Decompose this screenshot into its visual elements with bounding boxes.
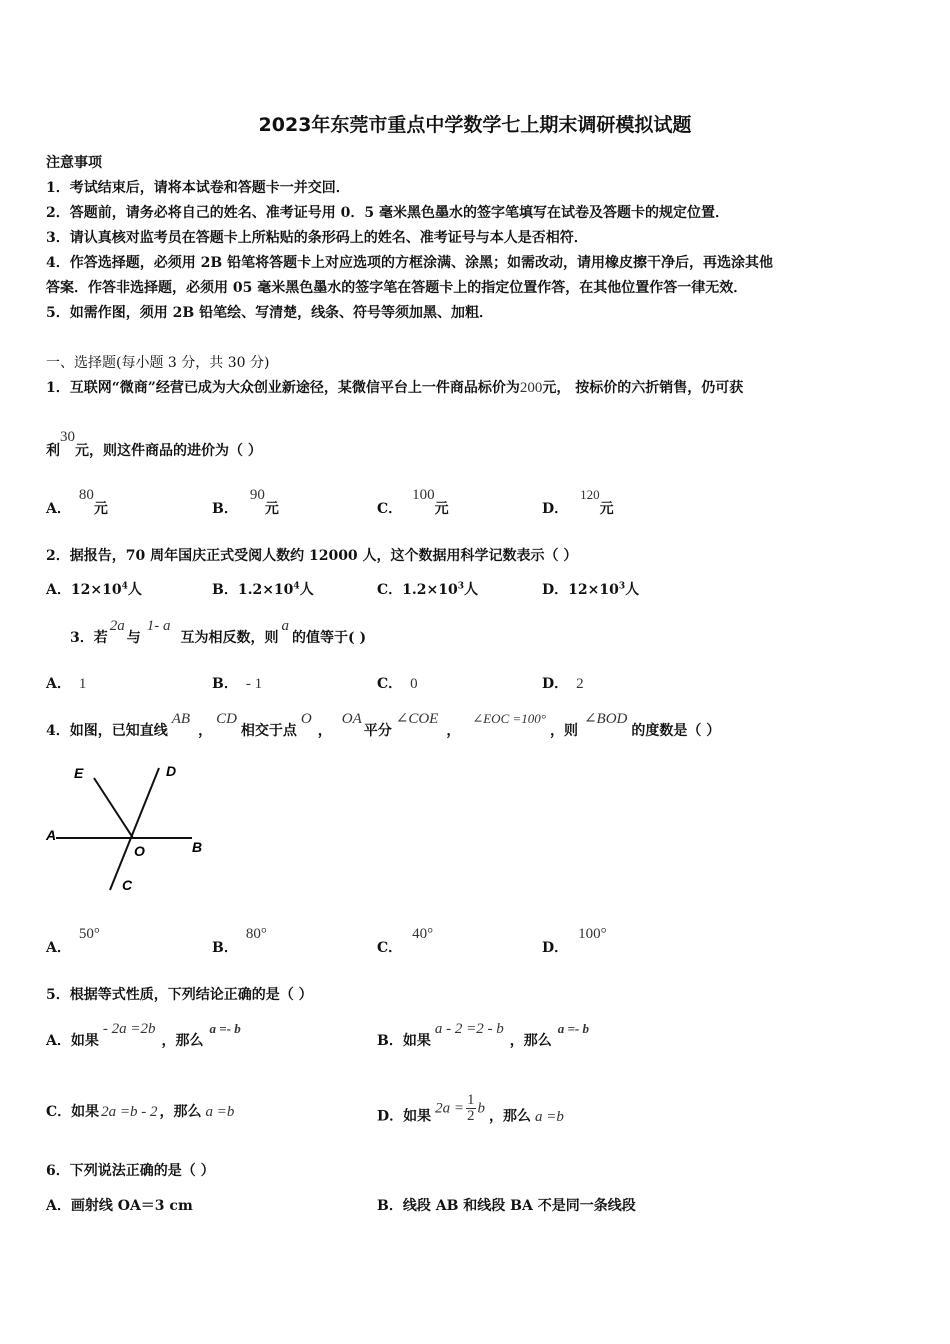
option-label: B． <box>212 940 238 956</box>
notice-item: 答案．作答非选择题，必须用 05 毫米黑色墨水的签字笔在答题卡上的指定位置作答，在其他位置作答一律无效． <box>46 280 748 296</box>
option-text: ，那么 <box>159 1104 202 1120</box>
q3-text: 的值等于( ) <box>292 630 367 646</box>
notice-item: 2．答题前，请务必将自己的姓名、准考证号用 0．5 毫米黑色墨水的签字笔填写在试卷及答题卡的规定位置． <box>46 205 729 221</box>
label-o: O <box>134 843 145 859</box>
option-unit: 元 <box>264 501 279 517</box>
question-6: 6．下列说法正确的是（ ） <box>46 1163 215 1179</box>
option-value: 0 <box>410 676 418 692</box>
q4-option-d <box>542 926 607 957</box>
q3-option-d <box>542 673 584 693</box>
option-unit: 人 <box>464 582 478 598</box>
q4-ray-oa: OA <box>341 711 362 727</box>
question-3 <box>70 618 367 647</box>
label-c: C <box>122 877 133 893</box>
option-text: ，那么 <box>509 1033 552 1049</box>
option-label: D． <box>542 501 569 517</box>
q5-option-a <box>46 1021 241 1050</box>
option-text: 如果 <box>402 1033 431 1049</box>
q3-var: a <box>281 618 289 634</box>
option-conclusion: a =b <box>205 1104 235 1120</box>
q3-expr1: 2a <box>109 618 125 634</box>
option-unit: 人 <box>127 582 142 598</box>
option-label: A． <box>46 582 71 598</box>
q2-option-d <box>542 579 639 599</box>
q5-option-c <box>46 1101 234 1121</box>
option-value: 90 <box>249 487 265 503</box>
option-value: 线段 AB 和线段 BA 不是同一条线段 <box>402 1198 636 1214</box>
option-label: C． <box>377 582 403 598</box>
q1-text: 利 <box>46 443 60 459</box>
q3-option-c <box>377 673 418 693</box>
option-condition <box>435 1093 485 1124</box>
q3-expr2: 1- a <box>146 618 171 634</box>
option-label: C． <box>377 501 403 517</box>
q1-option-c <box>377 487 449 518</box>
option-unit: 元 <box>434 501 449 517</box>
option-value: 12×10 <box>70 582 122 598</box>
option-label: B． <box>212 582 238 598</box>
q1-text: 元， 按标价的六折销售，仍可获 <box>542 380 744 396</box>
question-1-line-2 <box>46 429 262 460</box>
q3-text: 与 <box>126 630 141 646</box>
ray-oe <box>94 778 133 838</box>
q5-option-d <box>377 1092 564 1132</box>
fraction-denominator: 2 <box>467 1108 475 1124</box>
q3-text: 互为相反数，则 <box>180 630 279 646</box>
question-4 <box>46 711 721 740</box>
option-conclusion: a =- b <box>209 1021 241 1036</box>
option-exponent: 3 <box>618 581 626 592</box>
q1-option-b <box>212 487 279 518</box>
option-text: 如果 <box>70 1033 99 1049</box>
q2-option-b <box>212 579 314 599</box>
option-label: D． <box>542 582 569 598</box>
option-value: 100° <box>578 926 607 942</box>
option-exponent: 4 <box>121 581 128 592</box>
option-unit: 元 <box>599 501 614 517</box>
notice-item: 1．考试结束后，请将本试卷和答题卡一并交回． <box>46 180 350 196</box>
q4-line-cd: CD <box>216 711 237 727</box>
label-d: D <box>166 763 177 779</box>
option-condition: a - 2 =2 - b <box>434 1021 504 1037</box>
option-value: 100 <box>412 487 435 503</box>
option-value: - 1 <box>245 676 263 692</box>
option-unit: 人 <box>299 582 314 598</box>
option-condition: 2a =b - 2 <box>101 1104 158 1120</box>
option-label: A． <box>46 1033 71 1049</box>
question-5: 5．根据等式性质，下列结论正确的是（ ） <box>46 987 313 1003</box>
notice-item: 5．如需作图，须用 2B 铅笔绘、写清楚，线条、符号等须加黑、加粗． <box>46 305 494 321</box>
q2-option-c <box>377 579 478 599</box>
section-heading: 一、选择题(每小题 3 分，共 30 分) <box>46 355 270 371</box>
option-value: 画射线 OA＝3 cm <box>70 1198 193 1214</box>
option-label: D． <box>377 1108 404 1125</box>
line-cd <box>110 768 159 890</box>
option-text: ，那么 <box>489 1108 532 1125</box>
option-unit: 人 <box>625 582 640 598</box>
q4-text: ，则 <box>549 723 578 739</box>
fraction-numerator: 1 <box>467 1092 475 1108</box>
q4-line-ab: AB <box>171 711 191 727</box>
option-label: B． <box>377 1198 403 1214</box>
q1-option-a <box>46 487 108 518</box>
option-value: 1.2×10 <box>402 582 458 598</box>
q3-text: 3．若 <box>70 630 108 646</box>
option-label: A． <box>46 676 71 692</box>
q4-option-c <box>377 926 434 957</box>
q4-text: 的度数是（ ） <box>631 723 721 739</box>
option-exponent: 4 <box>293 581 300 592</box>
notice-heading: 注意事项 <box>46 155 102 171</box>
option-value: 120 <box>580 487 600 502</box>
q1-option-d <box>542 487 614 518</box>
q5-option-b <box>377 1021 589 1050</box>
label-b: B <box>192 839 203 855</box>
label-a: A <box>46 827 57 843</box>
q4-point-o: O <box>300 711 312 727</box>
notice-item: 4．作答选择题，必须用 2B 铅笔将答题卡上对应选项的方框涂满、涂黑；如需改动，请用橡皮擦干净后，再选涂其他 <box>46 255 774 271</box>
q4-text: ， <box>198 723 213 739</box>
option-value: 80 <box>78 487 94 503</box>
q4-text: 平分 <box>363 723 392 739</box>
option-value: 40° <box>412 926 434 942</box>
q6-option-a <box>46 1195 193 1215</box>
question-2: 2．据报告，70 周年国庆正式受阅人数约 12000 人，这个数据用科学记数表示（ ） <box>46 548 578 564</box>
q4-option-b <box>212 926 267 957</box>
option-conclusion: a =b <box>535 1108 564 1125</box>
option-exponent: 3 <box>457 581 464 592</box>
option-label: A． <box>46 501 71 517</box>
q1-text: 元，则这件商品的进价为（ ） <box>75 443 262 459</box>
q4-option-a <box>46 926 100 957</box>
option-conclusion: a =- b <box>557 1021 589 1036</box>
option-label: A． <box>46 940 71 956</box>
option-value: 80° <box>245 926 267 942</box>
condition-right: b <box>477 1100 486 1117</box>
option-value: 1 <box>78 676 87 692</box>
q1-profit: 30 <box>60 429 75 445</box>
q3-option-a <box>46 673 86 693</box>
q4-angle-eoc: ∠EOC =100° <box>472 711 546 726</box>
option-label: A． <box>46 1198 71 1214</box>
option-label: B． <box>212 501 238 517</box>
option-value: 2 <box>576 676 584 692</box>
q6-option-b <box>377 1195 636 1215</box>
option-condition: - 2a =2b <box>102 1021 156 1037</box>
option-value: 1.2×10 <box>237 582 294 598</box>
label-e: E <box>74 765 84 781</box>
option-unit: 元 <box>93 501 108 517</box>
option-value: 50° <box>78 926 100 942</box>
option-text: 如果 <box>71 1104 100 1120</box>
q3-option-b <box>212 673 262 693</box>
option-label: C． <box>377 940 403 956</box>
q1-text: 1．互联网“微商”经营已成为大众创业新途径，某微信平台上一件商品标价为 <box>46 380 520 396</box>
option-label: D． <box>542 676 569 692</box>
q4-figure <box>42 758 212 898</box>
page-title: 2023年东莞市重点中学数学七上期末调研模拟试题 <box>258 114 692 136</box>
option-text: 如果 <box>403 1108 432 1125</box>
option-label: B． <box>212 676 238 692</box>
q2-option-a <box>46 579 142 599</box>
option-label: C． <box>46 1104 72 1120</box>
option-value: 12×10 <box>568 582 619 598</box>
q4-angle-bod: ∠BOD <box>583 711 628 727</box>
q4-text: 4．如图，已知直线 <box>46 723 168 739</box>
q4-text: ， <box>446 723 461 739</box>
fraction <box>466 1093 476 1124</box>
option-text: ，那么 <box>161 1033 204 1049</box>
q4-angle-coe: ∠COE <box>395 711 439 727</box>
condition-left: 2a = <box>435 1100 465 1117</box>
option-label: D． <box>542 940 569 956</box>
option-label: B． <box>377 1033 403 1049</box>
notice-item: 3．请认真核对监考员在答题卡上所粘贴的条形码上的姓名、准考证号与本人是否相符． <box>46 230 588 246</box>
q1-price: 200 <box>519 380 543 396</box>
q4-text: ， <box>317 723 332 739</box>
option-label: C． <box>377 676 403 692</box>
q4-text: 相交于点 <box>240 723 297 739</box>
question-1-line-1 <box>46 377 743 397</box>
